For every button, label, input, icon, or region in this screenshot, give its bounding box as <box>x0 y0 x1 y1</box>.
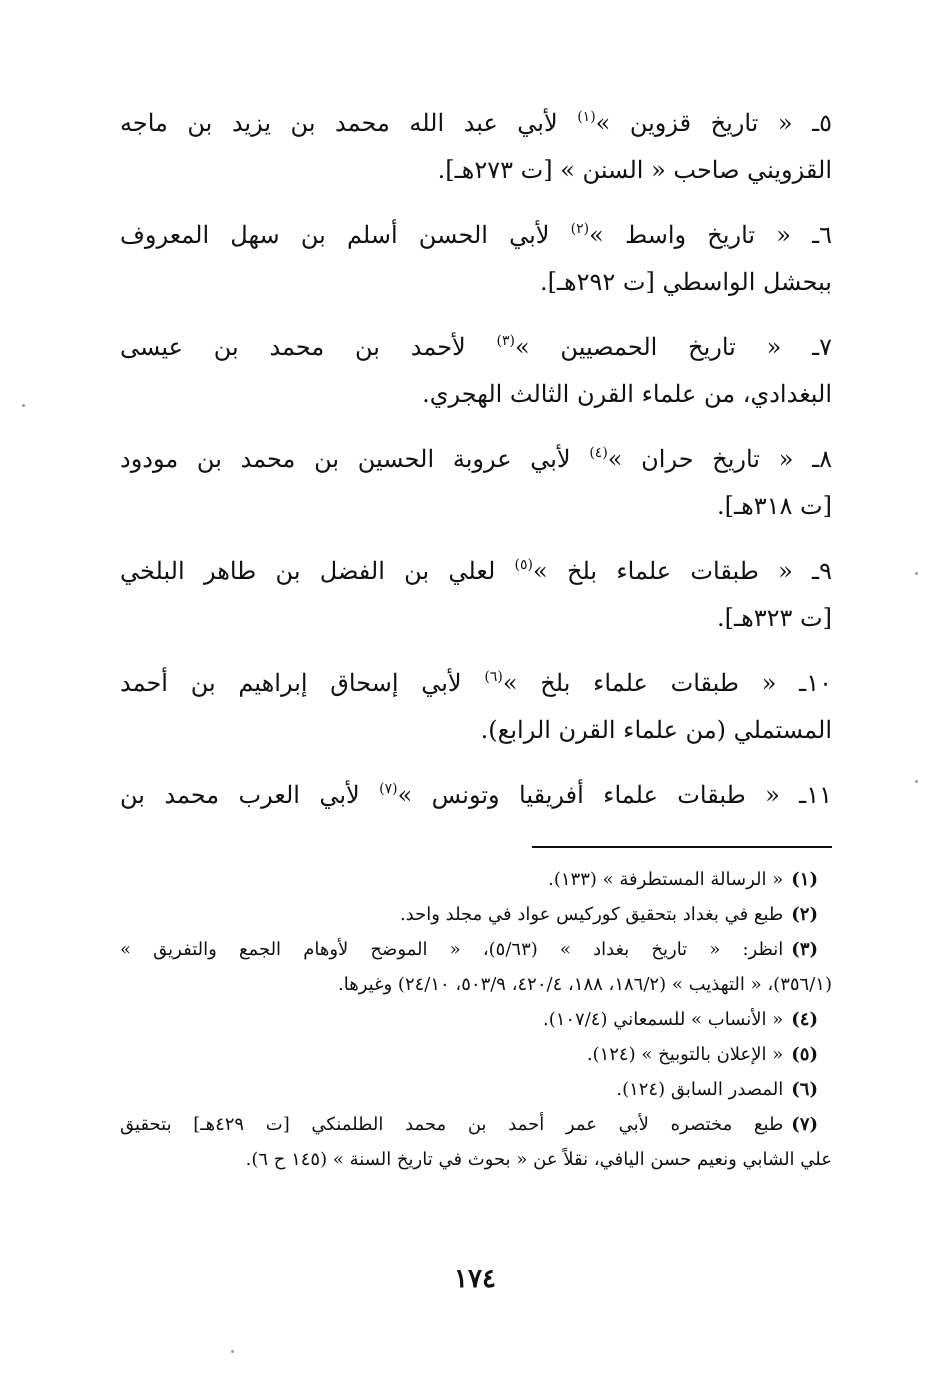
footnote-5 <box>120 1037 832 1072</box>
entry-author: لأبي الحسن أسلم بن سهل المعروف <box>120 221 571 249</box>
footnote-1 <box>120 862 832 897</box>
entry-title: ٦ـ « تاريخ واسط » <box>589 221 832 249</box>
entry-continuation: البغدادي، من علماء القرن الثالث الهجري. <box>422 380 832 408</box>
entry-author: لعلي بن الفضل بن طاهر البلخي <box>120 557 515 585</box>
entry-line <box>120 548 832 595</box>
footnote-continuation: (٣٥٦/١)، « التهذيب » (١٨٦/٢، ١٨٨، ٤٢٠/٤، ٥٠٣/٩، ٢٤/١٠) وغيرها. <box>338 974 832 995</box>
entry-continuation: [ت ٣١٨هـ]. <box>717 492 832 520</box>
entry-title: ٩ـ « طبقات علماء بلخ » <box>533 557 832 585</box>
entry-line <box>120 660 832 707</box>
footnote-text: « الإعلان بالتوبيخ » (١٢٤). <box>586 1044 784 1065</box>
entry-line <box>120 212 832 259</box>
footnote-marker: (٦) <box>484 669 503 685</box>
list-item <box>120 100 832 194</box>
entry-continuation: القزويني صاحب « السنن » [ت ٢٧٣هـ]. <box>437 156 832 184</box>
entry-continuation: [ت ٣٢٣هـ]. <box>717 604 832 632</box>
entry-author: لأحمد بن محمد بن عيسى <box>120 333 497 361</box>
entry-title: ٧ـ « تاريخ الحمصيين » <box>514 333 832 361</box>
footnote-number: (٥) <box>791 1044 818 1065</box>
footnote-text: المصدر السابق (١٢٤). <box>616 1079 784 1100</box>
footnote-number: (١) <box>791 869 818 890</box>
footnote-marker: (٣) <box>496 333 515 349</box>
footnote-text: طبع مختصره لأبي عمر أحمد بن محمد الطلمنكي [ت ٤٢٩هـ] بتحقيق <box>120 1114 784 1135</box>
footnote-text: « الرسالة المستطرفة » (١٣٣). <box>548 869 784 890</box>
entry-continuation: المستملي (من علماء القرن الرابع). <box>480 716 832 744</box>
footnote-number: (٣) <box>791 939 819 960</box>
footnote-3 <box>120 932 832 1002</box>
footnotes <box>120 862 832 1177</box>
entry-author: لأبي عبد الله محمد بن يزيد بن ماجه <box>120 109 578 137</box>
list-item <box>120 548 832 642</box>
entry-line <box>120 436 832 483</box>
footnote-marker: (٢) <box>570 221 590 237</box>
footnote-number: (٧) <box>791 1114 819 1135</box>
list-item <box>120 324 832 418</box>
entry-title: ٥ـ « تاريخ قزوين » <box>595 109 832 137</box>
list-item <box>120 436 832 530</box>
entry-author: لأبي العرب محمد بن <box>120 781 380 809</box>
entry-author: لأبي إسحاق إبراهيم بن أحمد <box>120 669 485 697</box>
footnote-4 <box>120 1002 832 1037</box>
entry-line <box>120 324 832 371</box>
footnote-number: (٦) <box>791 1079 818 1100</box>
entry-title: ١٠ـ « طبقات علماء بلخ » <box>502 669 832 697</box>
entry-line <box>120 772 832 819</box>
footnote-text: طبع في بغداد بتحقيق كوركيس عواد في مجلد واحد. <box>399 904 784 925</box>
footnote-7 <box>120 1107 832 1177</box>
footnote-2 <box>120 897 832 932</box>
scan-speck <box>22 404 25 407</box>
scan-speck <box>915 780 918 783</box>
entry-title: ٨ـ « تاريخ حران » <box>607 445 832 473</box>
entry-continuation: ببحشل الواسطي [ت ٢٩٢هـ]. <box>539 268 832 296</box>
footnote-6 <box>120 1072 832 1107</box>
page-number: ١٧٤ <box>454 1264 496 1294</box>
list-item <box>120 772 832 819</box>
footnote-line <box>120 1107 832 1142</box>
entry-author: لأبي عروبة الحسين بن محمد بن مودود <box>120 445 590 473</box>
scan-speck <box>915 572 918 575</box>
footnote-marker: (٧) <box>379 781 398 797</box>
footnote-text: انظر: « تاريخ بغداد » (٥/٦٣)، « الموضح لأوهام الجمع والتفريق » <box>120 939 784 960</box>
footnote-line <box>120 932 832 967</box>
footnote-marker: (٥) <box>514 557 534 573</box>
footnote-separator <box>532 846 832 848</box>
list-item <box>120 212 832 306</box>
scan-speck <box>231 1350 234 1353</box>
entry-line <box>120 100 832 147</box>
list-item <box>120 660 832 754</box>
footnote-continuation: علي الشابي ونعيم حسن اليافي، نقلاً عن « بحوث في تاريخ السنة » (١٤٥ ح ٦). <box>245 1149 832 1170</box>
footnote-marker: (١) <box>577 109 596 125</box>
footnote-text: « الأنساب » للسمعاني (١٠٧/٤). <box>542 1009 784 1030</box>
footnote-number: (٤) <box>791 1009 818 1030</box>
footnote-marker: (٤) <box>589 445 608 461</box>
entry-title: ١١ـ « طبقات علماء أفريقيا وتونس » <box>397 781 832 809</box>
main-text <box>120 100 832 837</box>
footnote-number: (٢) <box>791 904 818 925</box>
